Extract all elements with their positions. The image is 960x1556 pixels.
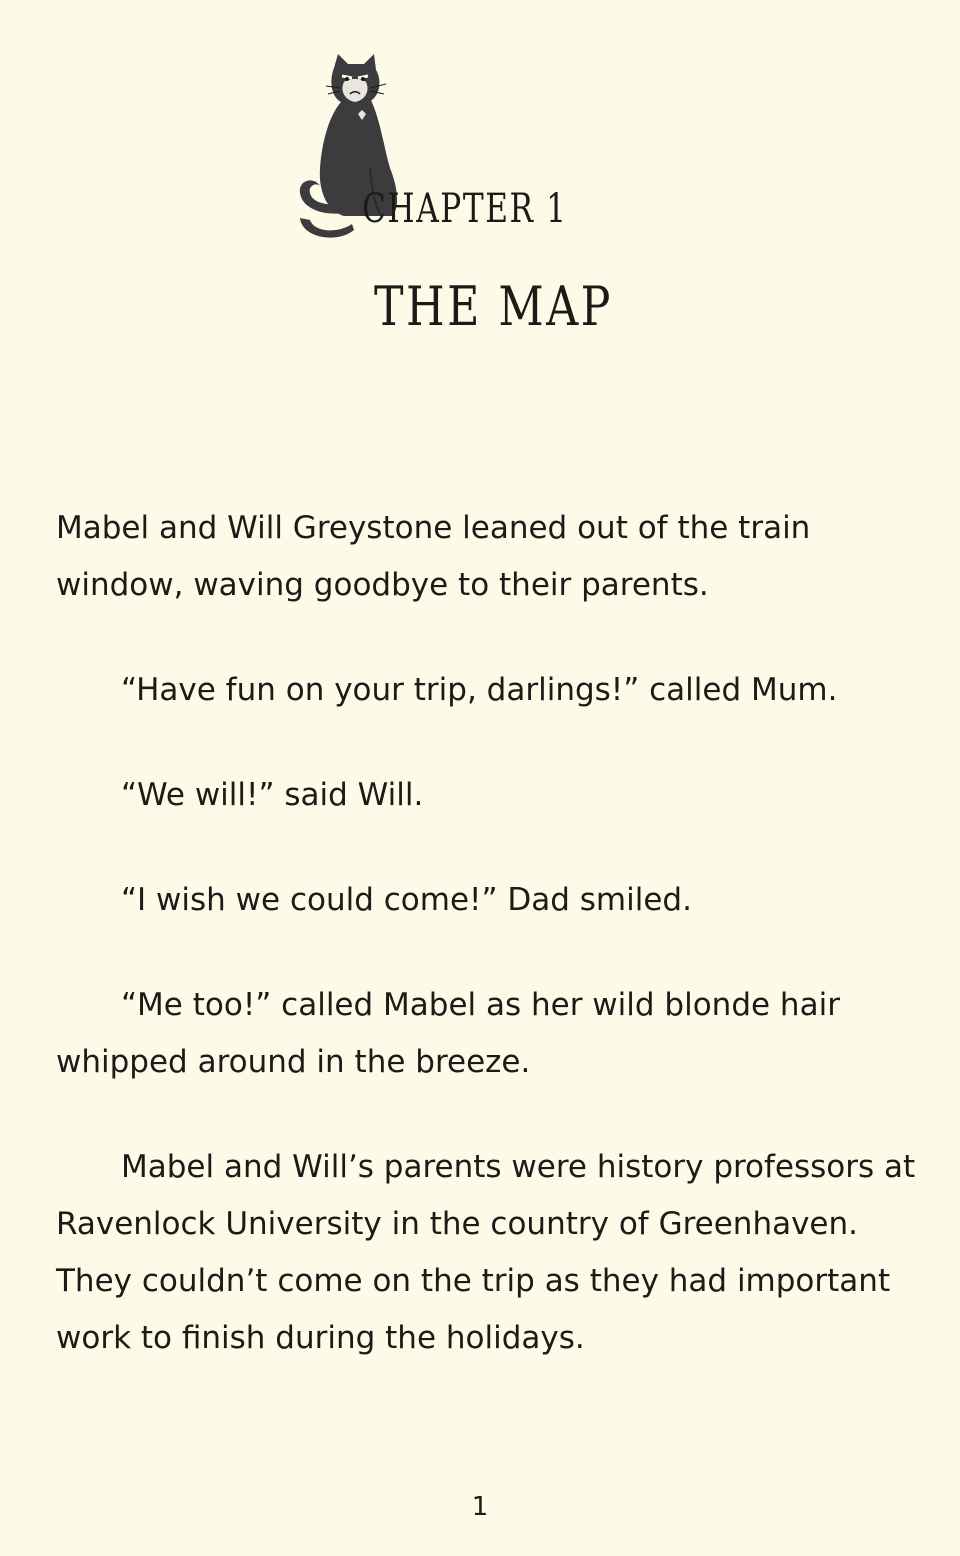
paragraph: “Me too!” called Mabel as her wild blonde hair whipped around in the breeze. bbox=[56, 987, 840, 1080]
page-number: 1 bbox=[471, 1492, 489, 1522]
paragraph: Mabel and Will Greystone leaned out of the train window, waving goodbye to their parents. bbox=[56, 510, 811, 603]
chapter-title: THE MAP bbox=[374, 275, 613, 338]
paragraph: “Have fun on your trip, darlings!” called Mum. bbox=[121, 672, 838, 708]
chapter-label: CHAPTER 1 bbox=[362, 186, 568, 232]
paragraph: Mabel and Will’s parents were history professors at Ravenlock University in the country of Greenhaven. They couldn’t come on the trip as they had important work to finish during the holidays. bbox=[56, 1149, 916, 1356]
paragraph: “We will!” said Will. bbox=[121, 777, 424, 813]
chapter-body bbox=[56, 500, 926, 1415]
paragraph: “I wish we could come!” Dad smiled. bbox=[121, 882, 692, 918]
